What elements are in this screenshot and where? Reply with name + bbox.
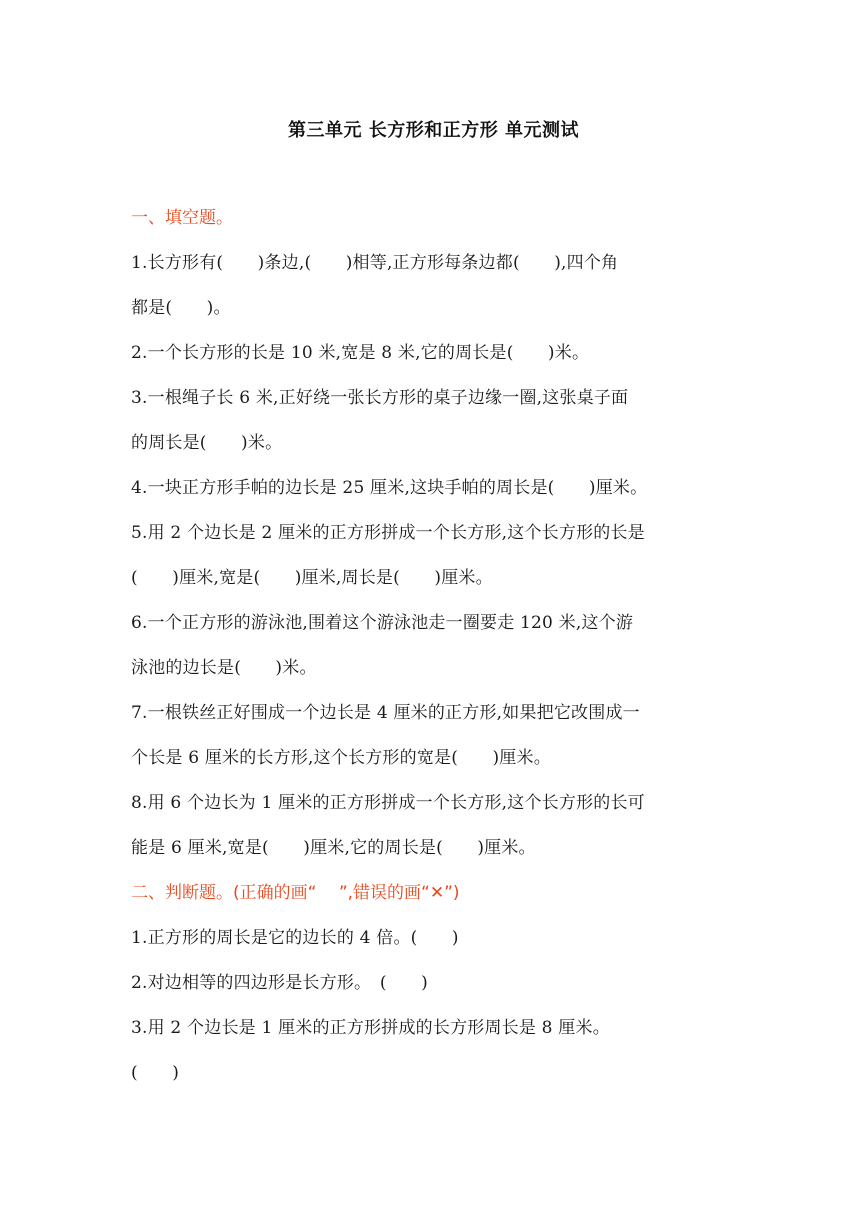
fill-in-line: 2.一个长方形的长是 10 米,宽是 8 米,它的周长是( )米。 [131, 343, 590, 363]
fill-in-line: 的周长是( )米。 [131, 433, 283, 453]
fill-in-line: 都是( )。 [131, 298, 231, 318]
section-heading-true-false: 二、判断题。(正确的画“ ”,错误的画“✕”) [131, 883, 460, 903]
fill-in-line: 4.一块正方形手帕的边长是 25 厘米,这块手帕的周长是( )厘米。 [131, 478, 648, 498]
fill-in-line: 8.用 6 个边长为 1 厘米的正方形拼成一个长方形,这个长方形的长可 [131, 793, 645, 813]
fill-in-line: 3.一根绳子长 6 米,正好绕一张长方形的桌子边缘一圈,这张桌子面 [131, 388, 629, 408]
fill-in-line: 1.长方形有( )条边,( )相等,正方形每条边都( ),四个角 [131, 253, 619, 273]
true-false-line: ( ) [131, 1063, 180, 1083]
fill-in-line: 7.一根铁丝正好围成一个边长是 4 厘米的正方形,如果把它改围成一 [131, 703, 640, 723]
section-heading-fill-in: 一、填空题。 [131, 208, 233, 228]
fill-in-line: 个长是 6 厘米的长方形,这个长方形的宽是( )厘米。 [131, 748, 551, 768]
fill-in-line: 6.一个正方形的游泳池,围着这个游泳池走一圈要走 120 米,这个游 [131, 613, 634, 633]
true-false-line: 2.对边相等的四边形是长方形。 ( ) [131, 973, 428, 993]
worksheet-content [131, 196, 736, 1096]
fill-in-line: 泳池的边长是( )米。 [131, 658, 317, 678]
fill-in-line: 能是 6 厘米,宽是( )厘米,它的周长是( )厘米。 [131, 838, 536, 858]
fill-in-line: ( )厘米,宽是( )厘米,周长是( )厘米。 [131, 568, 493, 588]
fill-in-line: 5.用 2 个边长是 2 厘米的正方形拼成一个长方形,这个长方形的长是 [131, 523, 645, 543]
page-title: 第三单元 长方形和正方形 单元测试 [287, 120, 580, 141]
true-false-line: 1.正方形的周长是它的边长的 4 倍。( ) [131, 928, 459, 948]
true-false-line: 3.用 2 个边长是 1 厘米的正方形拼成的长方形周长是 8 厘米。 [131, 1018, 610, 1038]
